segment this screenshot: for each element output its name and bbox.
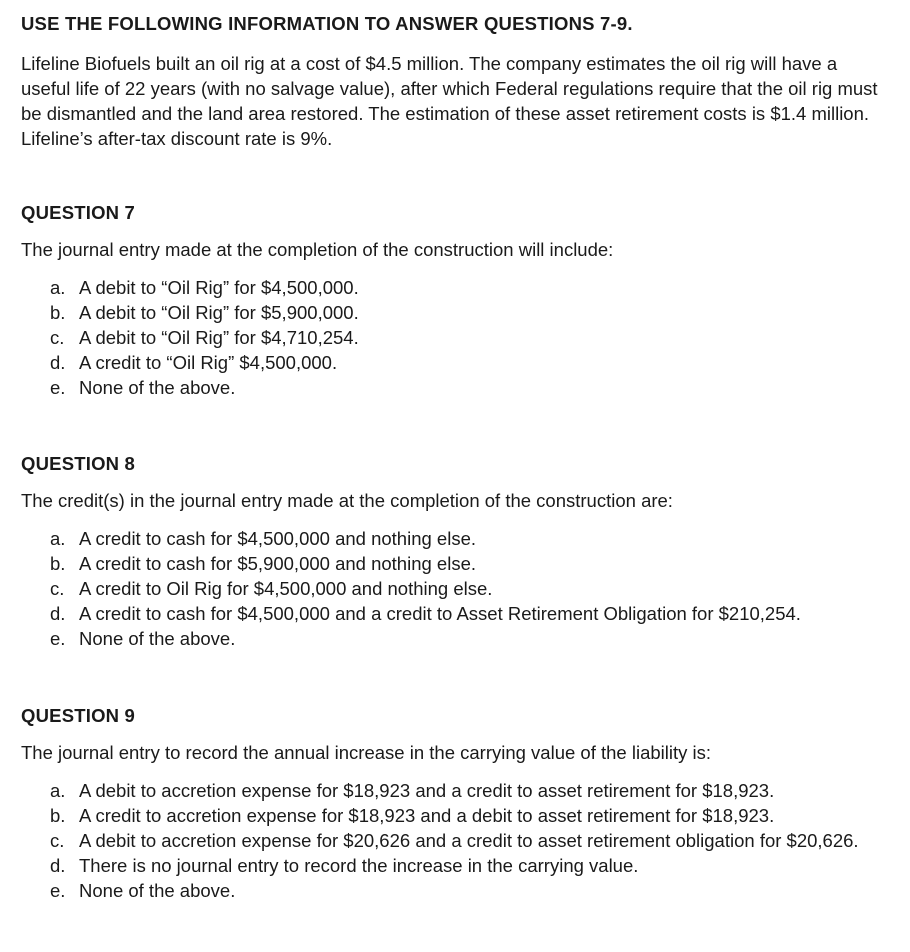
- option-text: None of the above.: [79, 628, 236, 649]
- answer-option[interactable]: [21, 626, 880, 651]
- answer-option[interactable]: [21, 551, 880, 576]
- answer-options: [21, 526, 880, 651]
- option-text: A credit to “Oil Rig” $4,500,000.: [79, 352, 338, 373]
- option-text: A debit to “Oil Rig” for $4,500,000.: [79, 277, 359, 298]
- option-text: A credit to cash for $4,500,000 and a credit to Asset Retirement Obligation for $210,254.: [79, 603, 801, 624]
- option-text: None of the above.: [79, 880, 236, 901]
- option-letter: c.: [50, 578, 65, 599]
- answer-option[interactable]: [21, 526, 880, 551]
- option-letter: c.: [50, 327, 65, 348]
- option-letter: a.: [50, 780, 66, 801]
- option-text: A credit to Oil Rig for $4,500,000 and nothing else.: [79, 578, 493, 599]
- option-text: A debit to “Oil Rig” for $4,710,254.: [79, 327, 359, 348]
- answer-option[interactable]: [21, 325, 880, 350]
- option-letter: b.: [50, 805, 66, 826]
- option-letter: d.: [50, 855, 66, 876]
- option-letter: e.: [50, 880, 66, 901]
- answer-options: [21, 275, 880, 400]
- option-text: A credit to cash for $4,500,000 and nothing else.: [79, 528, 477, 549]
- answer-option[interactable]: [21, 601, 880, 626]
- option-text: A credit to cash for $5,900,000 and nothing else.: [79, 553, 477, 574]
- option-letter: c.: [50, 830, 65, 851]
- option-letter: b.: [50, 553, 66, 574]
- option-text: A debit to “Oil Rig” for $5,900,000.: [79, 302, 359, 323]
- intro-heading: USE THE FOLLOWING INFORMATION TO ANSWER QUESTIONS 7-9.: [21, 13, 633, 34]
- answer-option[interactable]: [21, 275, 880, 300]
- answer-option[interactable]: [21, 375, 880, 400]
- question-7: [21, 202, 880, 400]
- answer-option[interactable]: [21, 853, 880, 878]
- question-8: [21, 453, 880, 651]
- question-9: [21, 705, 880, 903]
- option-letter: a.: [50, 277, 66, 298]
- option-letter: d.: [50, 603, 66, 624]
- option-text: A debit to accretion expense for $20,626 and a credit to asset retirement obligation for $20,626.: [79, 830, 859, 851]
- option-letter: a.: [50, 528, 66, 549]
- intro-text: Lifeline Biofuels built an oil rig at a cost of $4.5 million. The company estimates the oil rig will have a useful life of 22 years (with no salvage value), after which Federal regulations require that the oil rig must be dismantled and the land area restored. The estimation of these asset retirement costs is $1.4 million. Lifeline’s after-tax discount rate is 9%.: [21, 53, 878, 149]
- answer-options: [21, 778, 880, 903]
- option-letter: e.: [50, 628, 66, 649]
- question-title: QUESTION 9: [21, 705, 136, 726]
- question-prompt: The credit(s) in the journal entry made at the completion of the construction are:: [21, 490, 673, 511]
- option-text: A debit to accretion expense for $18,923 and a credit to asset retirement for $18,923.: [79, 780, 775, 801]
- option-text: None of the above.: [79, 377, 236, 398]
- option-letter: d.: [50, 352, 66, 373]
- question-prompt: The journal entry to record the annual increase in the carrying value of the liability is:: [21, 742, 712, 763]
- option-letter: b.: [50, 302, 66, 323]
- answer-option[interactable]: [21, 300, 880, 325]
- option-text: There is no journal entry to record the increase in the carrying value.: [79, 855, 639, 876]
- question-prompt: The journal entry made at the completion of the construction will include:: [21, 239, 614, 260]
- answer-option[interactable]: [21, 828, 880, 853]
- option-text: A credit to accretion expense for $18,923 and a debit to asset retirement for $18,923.: [79, 805, 775, 826]
- option-letter: e.: [50, 377, 66, 398]
- answer-option[interactable]: [21, 878, 880, 903]
- question-title: QUESTION 8: [21, 453, 136, 474]
- answer-option[interactable]: [21, 778, 880, 803]
- answer-option[interactable]: [21, 803, 880, 828]
- answer-option[interactable]: [21, 576, 880, 601]
- question-title: QUESTION 7: [21, 202, 136, 223]
- answer-option[interactable]: [21, 350, 880, 375]
